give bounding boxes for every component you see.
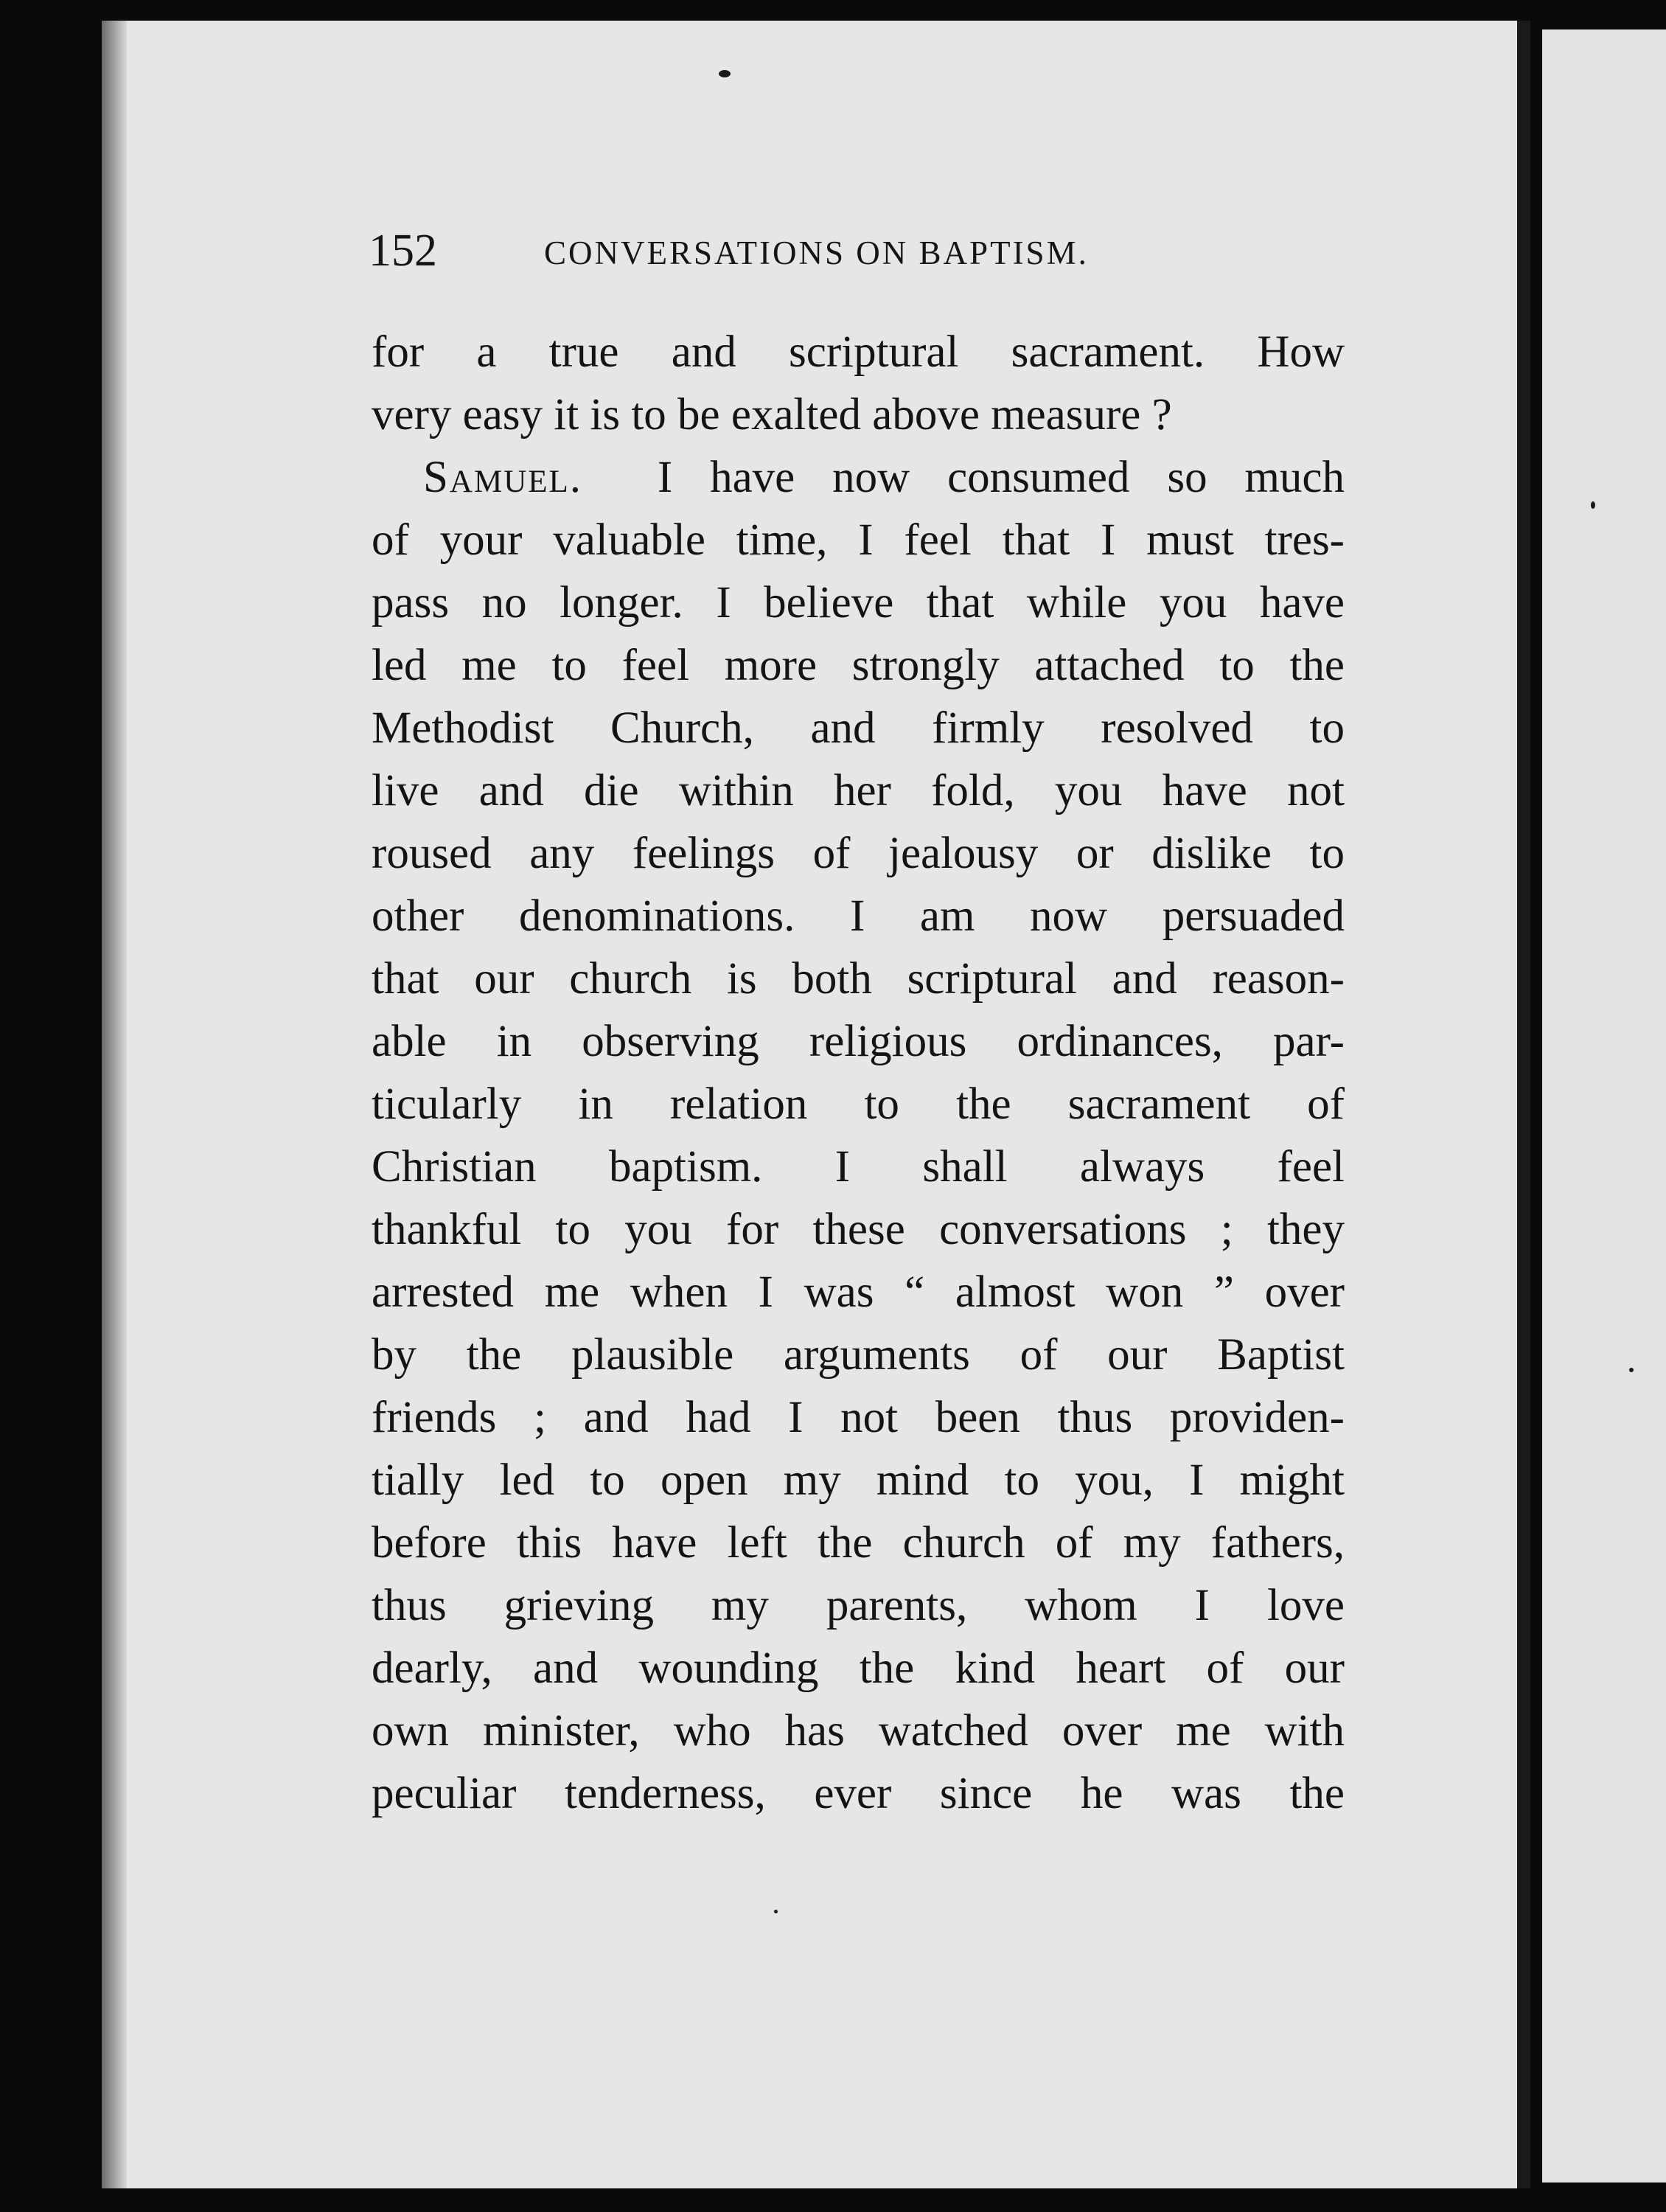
- text-line: able in observing religious ordinances, par-: [372, 1017, 1345, 1066]
- text-line: thankful to you for these conversations ; they: [372, 1205, 1345, 1254]
- page-right-edge: [1517, 21, 1530, 2188]
- text-line: by the plausible arguments of our Baptist: [372, 1330, 1345, 1380]
- text-line: Christian baptism. I shall always feel: [372, 1142, 1345, 1192]
- scan-speck: [774, 1910, 778, 1913]
- text-line: peculiar tenderness, ever since he was the: [372, 1769, 1345, 1818]
- page-number: 152: [369, 226, 437, 276]
- text-line: friends ; and had I not been thus providen-: [372, 1393, 1345, 1442]
- text-line: of your valuable time, I feel that I must tres-: [372, 515, 1345, 565]
- text-line: [372, 446, 1345, 509]
- scan-speck: [719, 70, 731, 77]
- text-line: live and die within her fold, you have not: [372, 766, 1345, 815]
- text-line: Methodist Church, and firmly resolved to: [372, 703, 1345, 753]
- text-line: own minister, who has watched over me with: [372, 1706, 1345, 1756]
- text-line: other denominations. I am now persuaded: [372, 891, 1345, 941]
- adjacent-page-edge: [1542, 29, 1666, 2183]
- page-gutter-shadow: [102, 21, 127, 2188]
- text-line: dearly, and wounding the kind heart of our: [372, 1644, 1345, 1693]
- body-text: [372, 321, 1345, 1825]
- scan-speck: [1591, 501, 1595, 509]
- text-line: led me to feel more strongly attached to the: [372, 641, 1345, 690]
- text-line: for a true and scriptural sacrament. How: [372, 327, 1345, 377]
- text-line: very easy it is to be exalted above measure ?: [372, 390, 1172, 439]
- text-line: ticularly in relation to the sacrament of: [372, 1079, 1345, 1129]
- text-line: arrested me when I was “ almost won ” over: [372, 1267, 1345, 1317]
- text-line: pass no longer. I believe that while you have: [372, 578, 1345, 627]
- text-line-content: I have now consumed so much: [657, 453, 1345, 502]
- text-line: that our church is both scriptural and reason-: [372, 954, 1345, 1004]
- running-head: CONVERSATIONS ON BAPTISM.: [544, 234, 1089, 271]
- text-line: thus grieving my parents, whom I love: [372, 1581, 1345, 1630]
- scan-speck: [1629, 1368, 1634, 1372]
- text-line: before this have left the church of my fathers,: [372, 1518, 1345, 1568]
- page-header: [369, 221, 1342, 288]
- text-line: roused any feelings of jealousy or dislike to: [372, 829, 1345, 878]
- speaker-name: Samuel.: [423, 453, 583, 502]
- text-line: tially led to open my mind to you, I might: [372, 1455, 1345, 1505]
